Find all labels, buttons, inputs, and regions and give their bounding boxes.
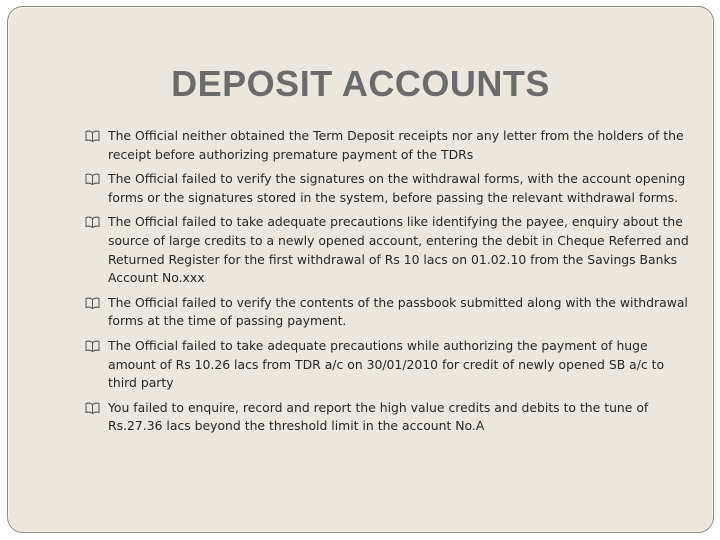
bullet-text: You failed to enquire, record and report the high value credits and debits to the tune of Rs.27.36 lacs beyond the threshold limit in the account No.A	[108, 399, 649, 434]
book-icon	[85, 173, 100, 185]
bullet-item	[85, 399, 691, 436]
bullet-text: The Official failed to take adequate precautions while authorizing the payment of huge amount of Rs 10.26 lacs from TDR a/c on 30/01/2010 for credit of newly opened SB a/c to third party	[108, 337, 665, 391]
book-icon	[85, 297, 100, 309]
slide-title: DEPOSIT ACCOUNTS	[171, 63, 550, 104]
bullet-item	[85, 337, 691, 393]
bullet-text: The Official neither obtained the Term Deposit receipts nor any letter from the holders of the receipt before authorizing premature payment of the TDRs	[108, 128, 684, 162]
bullet-item	[85, 170, 691, 207]
book-icon	[85, 402, 100, 414]
slide	[7, 6, 714, 533]
book-icon	[85, 130, 100, 142]
bullet-text: The Official failed to take adequate precautions like identifying the payee, enquiry about the source of large credits to a newly opened account, entering the debit in Cheque Referred and Returned Register for the first withdrawal of Rs 10 lacs on 01.02.10 from the Savings Banks Account No.xxx	[108, 214, 689, 286]
bullet-item	[85, 213, 691, 287]
book-icon	[85, 340, 100, 352]
book-icon	[85, 216, 100, 228]
bullet-item	[85, 294, 691, 331]
bullet-list	[85, 127, 691, 442]
bullet-text: The Official failed to verify the contents of the passbook submitted along with the withdrawal forms at the time of passing payment.	[108, 294, 688, 329]
bullet-text: The Official failed to verify the signatures on the withdrawal forms, with the account opening forms or the signatures stored in the system, before passing the relevant withdrawal forms.	[108, 171, 686, 205]
bullet-item	[85, 127, 691, 164]
